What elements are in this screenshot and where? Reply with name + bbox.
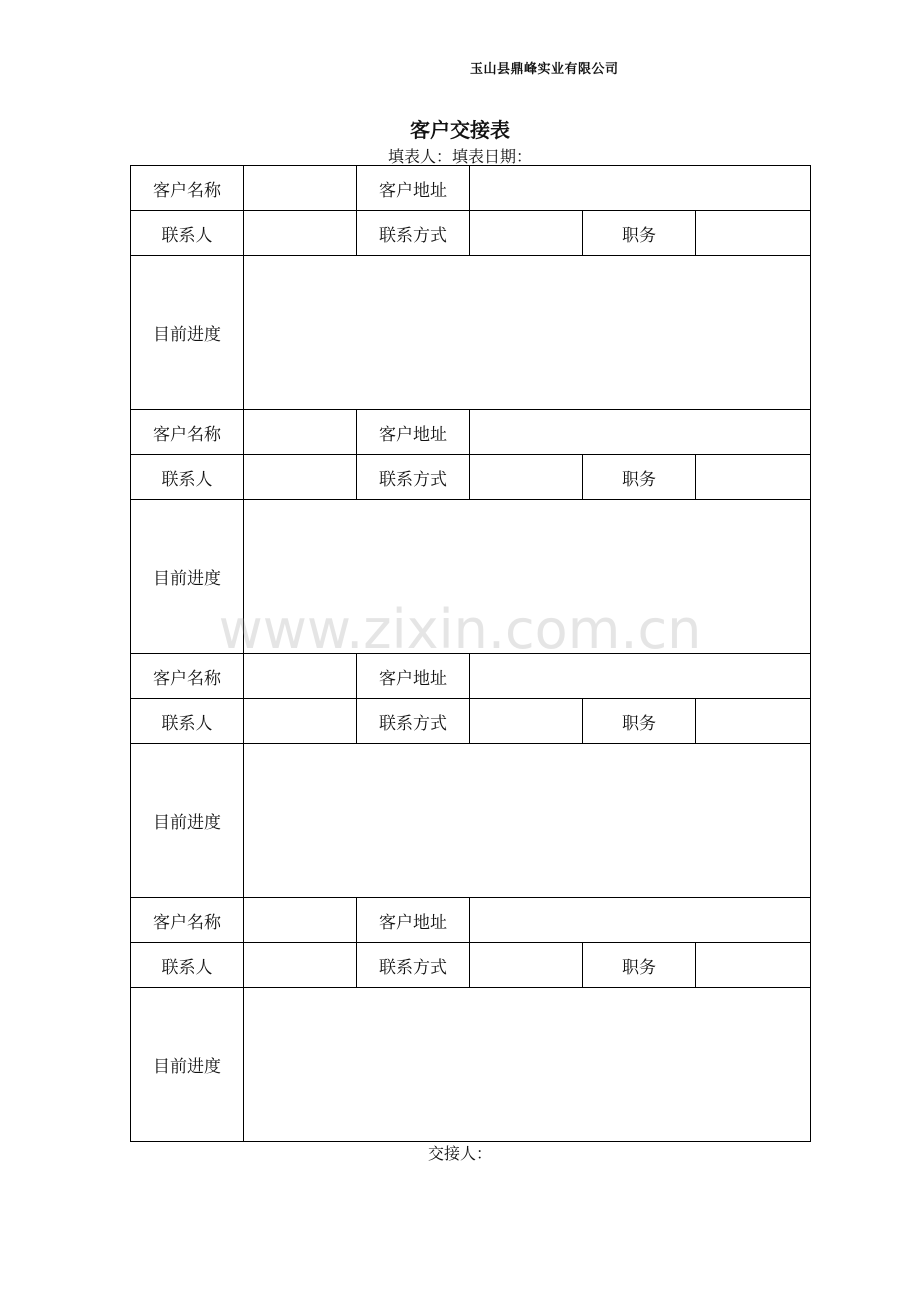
table-row xyxy=(131,898,811,943)
progress-field[interactable] xyxy=(244,744,811,898)
contact-person-label: 联系人 xyxy=(131,699,244,744)
contact-method-field[interactable] xyxy=(470,699,583,744)
progress-label: 目前进度 xyxy=(131,744,244,898)
table-row xyxy=(131,744,811,898)
progress-field[interactable] xyxy=(244,988,811,1142)
customer-name-label: 客户名称 xyxy=(131,898,244,943)
table-row xyxy=(131,455,811,500)
customer-address-field[interactable] xyxy=(470,166,811,211)
customer-address-label: 客户地址 xyxy=(357,410,470,455)
table-row xyxy=(131,943,811,988)
position-field[interactable] xyxy=(696,455,811,500)
customer-address-field[interactable] xyxy=(470,654,811,699)
customer-name-field[interactable] xyxy=(244,898,357,943)
customer-name-field[interactable] xyxy=(244,166,357,211)
page-title: 客户交接表 xyxy=(410,118,510,142)
table-row xyxy=(131,699,811,744)
customer-address-label: 客户地址 xyxy=(357,898,470,943)
contact-method-field[interactable] xyxy=(470,211,583,256)
contact-method-field[interactable] xyxy=(470,943,583,988)
table-row xyxy=(131,500,811,654)
contact-person-field[interactable] xyxy=(244,455,357,500)
contact-method-label: 联系方式 xyxy=(357,699,470,744)
customer-name-label: 客户名称 xyxy=(131,166,244,211)
customer-address-label: 客户地址 xyxy=(357,166,470,211)
progress-label: 目前进度 xyxy=(131,500,244,654)
contact-person-label: 联系人 xyxy=(131,211,244,256)
table-row xyxy=(131,654,811,699)
table-row xyxy=(131,211,811,256)
position-field[interactable] xyxy=(696,699,811,744)
progress-field[interactable] xyxy=(244,500,811,654)
progress-label: 目前进度 xyxy=(131,988,244,1142)
customer-name-field[interactable] xyxy=(244,410,357,455)
position-label: 职务 xyxy=(583,699,696,744)
customer-address-label: 客户地址 xyxy=(357,654,470,699)
handover-person-line: 交接人： xyxy=(427,1144,492,1163)
customer-name-label: 客户名称 xyxy=(131,654,244,699)
progress-label: 目前进度 xyxy=(131,256,244,410)
position-label: 职务 xyxy=(583,211,696,256)
filler-date-line: 填表人：填表日期： xyxy=(387,147,532,166)
contact-person-field[interactable] xyxy=(244,699,357,744)
progress-field[interactable] xyxy=(244,256,811,410)
table-row xyxy=(131,256,811,410)
position-field[interactable] xyxy=(696,943,811,988)
company-name: 玉山县鼎峰实业有限公司 xyxy=(470,62,619,77)
contact-person-field[interactable] xyxy=(244,211,357,256)
customer-address-field[interactable] xyxy=(470,410,811,455)
contact-person-label: 联系人 xyxy=(131,455,244,500)
customer-address-field[interactable] xyxy=(470,898,811,943)
customer-name-label: 客户名称 xyxy=(131,410,244,455)
contact-person-label: 联系人 xyxy=(131,943,244,988)
watermark: www.zixin.com.cn xyxy=(218,598,702,661)
position-label: 职务 xyxy=(583,943,696,988)
contact-method-label: 联系方式 xyxy=(357,943,470,988)
contact-method-label: 联系方式 xyxy=(357,455,470,500)
table-row xyxy=(131,410,811,455)
customer-name-field[interactable] xyxy=(244,654,357,699)
position-field[interactable] xyxy=(696,211,811,256)
contact-method-field[interactable] xyxy=(470,455,583,500)
contact-person-field[interactable] xyxy=(244,943,357,988)
contact-method-label: 联系方式 xyxy=(357,211,470,256)
table-row xyxy=(131,988,811,1142)
handover-table xyxy=(130,165,811,1142)
position-label: 职务 xyxy=(583,455,696,500)
table-row xyxy=(131,166,811,211)
